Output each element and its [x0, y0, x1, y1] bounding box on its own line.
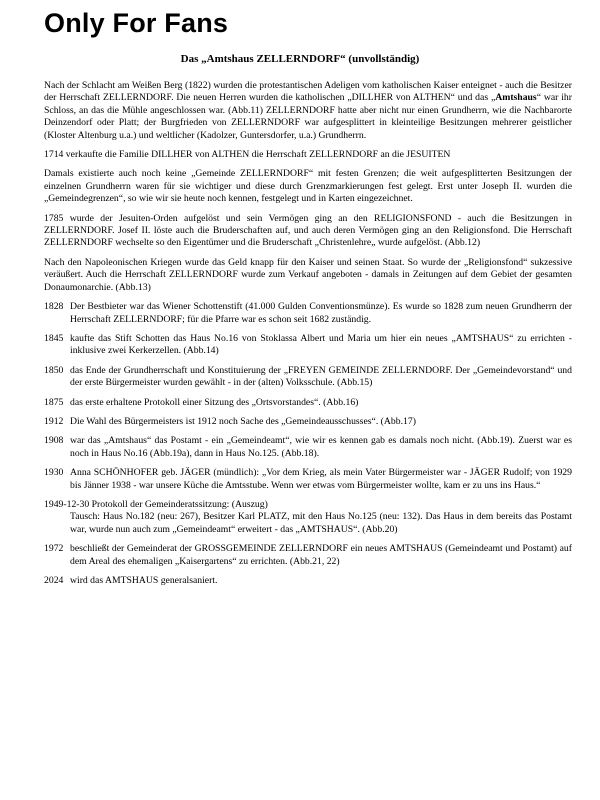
timeline-year: 1972	[44, 543, 64, 555]
timeline-text: kaufte das Stift Schotten das Haus No.16 von Stoklassa Albert und Maria um hier ein neues „AMTSHAUS“ zu errichten - inklusive zwei Kerkerzellen. (Abb.14)	[70, 332, 572, 357]
timeline-year: 1850	[44, 364, 64, 376]
timeline-text: das erste erhaltene Protokoll einer Sitzung des „Ortsvorstandes“. (Abb.16)	[70, 396, 359, 408]
paragraph-1785: 1785 wurde der Jesuiten-Orden aufgelöst und sein Vermögen ging an den RELIGIONSFOND - auch die Besitzungen in ZELLERNDORF. Josef II. löste auch die Bruderschaften auf, und auch deren Vermögen ging an den Religionsfond. Die Herrschaft ZELLERNDORF wechselte so den Eigentümer und die Bruderschaft „Christenlehre„ wurde aufgelöst. (Abb.12)	[44, 212, 572, 249]
timeline-entry-1930	[44, 467, 572, 492]
site-brand: Only For Fans	[44, 8, 229, 38]
timeline-year-heading: 1949-12-30 Protokoll der Gemeinderatssitzung: (Auszug)	[44, 498, 268, 510]
amtshaus-emphasis: Amtshaus	[495, 92, 537, 104]
paragraph-1714: 1714 verkaufte die Familie DILLHER von ALTHEN die Herrschaft ZELLERNDORF an die JESUITEN	[44, 149, 451, 161]
timeline-entry-2024	[44, 575, 572, 587]
timeline-year: 2024	[44, 575, 64, 586]
timeline-year: 1930	[44, 467, 64, 479]
timeline-entry-1875	[44, 397, 572, 409]
timeline-text: Tausch: Haus No.182 (neu: 267), Besitzer Karl PLATZ, mit den Haus No.125 (neu: 132). Das Haus in dem bereits das Postamt war, wurde nun auch zum „Gemeindeamt“ erweitert - das „AMTSHAUS“. (Abb.20)	[70, 511, 572, 535]
document-body	[44, 80, 572, 594]
paragraph-gemeinde: Damals existierte auch noch keine „Gemeinde ZELLERNDORF“ mit festen Grenzen; die weit aufgesplitterten Besitzungen der einzelnen Grundherrn waren für sie wichtiger und diese durch Grenzmarkierungen fest gelegt. Erst unter Joseph II. wurden die „Gemeindegrenzen“, so wie wir sie heute noch kennen, festgelegt und in Karten eingezeichnet.	[44, 168, 572, 205]
paragraph-intro: Nach der Schlacht am Weißen Berg (1822) wurden die protestantischen Adeligen vom katholischen Kaiser enteignet - auch die Besitzer der Herrschaft ZELLERNDORF. Die neuen Herren wurden die katholischen „DILLHER von ALTHEN“ und das „Amtshaus“ war ihr Schloss, an das die Mühle angeschlossen war. (Abb.11) ZELLERNDORF hatte aber nicht nur einen Grundherrn, wie die Nachbarorte Deinzendorf oder Platt; der Burgfrieden von ZELLERNDORF war aufgesplittert in kleinteilige Besitzungen mehrerer geistlicher (Kloster Altenburg u.a.) und weltlicher (Kadolzer, Guntersdorfer, u.a.) Grundherrn.	[44, 80, 572, 141]
timeline-year: 1912	[44, 415, 64, 427]
timeline-entry-1828	[44, 301, 572, 326]
timeline-entry-1850	[44, 365, 572, 390]
timeline-entry-1908	[44, 435, 572, 460]
timeline-text: wird das AMTSHAUS generalsaniert.	[70, 575, 218, 586]
timeline-entry-1845	[44, 333, 572, 358]
timeline-entry-1972	[44, 543, 572, 568]
timeline-text: Die Wahl des Bürgermeisters ist 1912 noch Sache des „Gemeindeausschusses“. (Abb.17)	[70, 415, 416, 427]
timeline-year: 1828	[44, 301, 64, 313]
timeline-text: war das „Amtshaus“ das Postamt - ein „Gemeindeamt“, wie wir es kennen gab es damals noch nicht. (Abb.19). Zuerst war es noch in Haus No.16 (Abb.19a), dann in Haus No.125. (Abb.18).	[70, 435, 572, 459]
timeline-year: 1845	[44, 332, 64, 344]
timeline-text: Der Bestbieter war das Wiener Schottenstift (41.000 Gulden Conventionsmünze). Es wurde so 1828 zum neuen Grundherrn der Herrschaft ZELLERNDORF; für die Pfarre war es schon seit 1682 zuständig.	[70, 301, 572, 325]
timeline-text: beschließt der Gemeinderat der GROSSGEMEINDE ZELLERNDORF ein neues AMTSHAUS (Gemeindeamt und Postamt) auf dem Areal des ehemaligen „Kaisergartens“ zu errichten. (Abb.21, 22)	[70, 543, 572, 567]
timeline-entry-1949	[44, 499, 572, 536]
document-title: Das „Amtshaus ZELLERNDORF“ (unvollständig)	[180, 53, 420, 65]
timeline-entry-1912	[44, 416, 572, 428]
timeline-text: Anna SCHÖNHOFER geb. JÄGER (mündlich): „Vor dem Krieg, als mein Vater Bürgermeister war - JÄGER Rudolf; von 1929 bis Jänner 1938 - war unsere Küche die Amtsstube. Wenn wer etwas vom Bürgermeister wollte, kam er zu uns ins Haus.“	[70, 467, 572, 491]
timeline-text: das Ende der Grundherrschaft und Konstituierung der „FREYEN GEMEINDE ZELLERNDORF. Der „Gemeindevorstand“ und der erste Bürgermeister wurden gewählt - in der (alten) Volksschule. (Abb.15)	[70, 364, 572, 389]
timeline-year: 1875	[44, 396, 64, 408]
timeline-year: 1908	[44, 435, 64, 447]
paragraph-napoleon: Nach den Napoleonischen Kriegen wurde das Geld knapp für den Kaiser und seinen Staat. So wurde der „Religionsfond“ sukzessive veräußert. Auch die Herrschaft ZELLERNDORF wurde zum Verkauf angeboten - damals in Zeitungen auf dem Gebiet der gesamten Donaumonarchie. (Abb.13)	[44, 256, 572, 293]
